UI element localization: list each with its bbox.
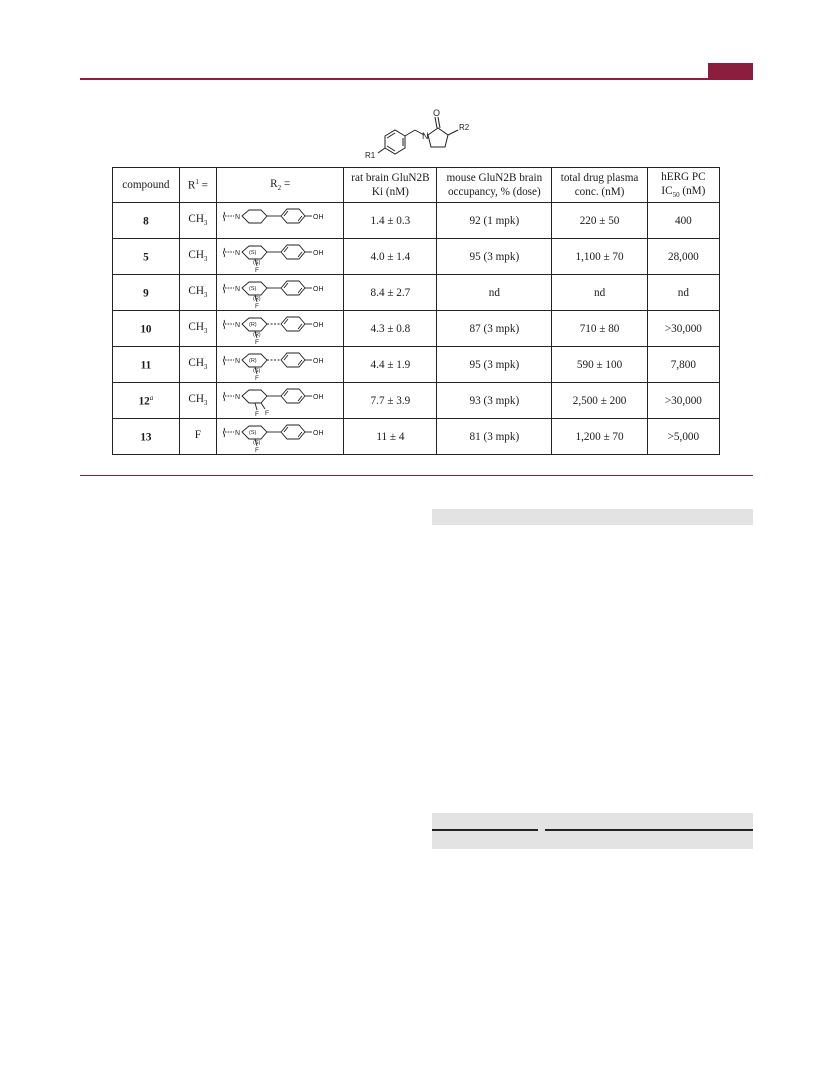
stereo-label-top: (S) [249, 286, 257, 292]
header-herg: hERG PC $IC_{50}$ (nM) [647, 168, 719, 203]
piperidine-n-label: N [235, 394, 241, 401]
compound-cell: 13 [113, 419, 180, 455]
stereo-label-bottom: (S) [253, 440, 261, 446]
ki-cell: 1.4 ± 0.3 [344, 203, 437, 239]
compound-cell: 10 [113, 311, 180, 347]
piperidine-n-label: N [235, 322, 241, 329]
scaffold-structure [360, 108, 500, 166]
stereo-label-bottom: (S) [253, 260, 261, 266]
r1-cell: F [179, 419, 216, 455]
r2-structure-cell [216, 347, 344, 383]
r2-substituent-structure [221, 312, 339, 345]
table-row [113, 239, 720, 275]
table-row [113, 347, 720, 383]
header-r2: $R_2$ = [216, 168, 344, 203]
r1-cell: $CH_3$ [179, 239, 216, 275]
r2-substituent-structure [221, 204, 339, 237]
plasma-cell: 1,100 ± 70 [552, 239, 647, 275]
compound-cell: 8 [113, 203, 180, 239]
hydroxyl-label: OH [313, 394, 324, 401]
r2-structure-cell [216, 203, 344, 239]
compound-cell: 9 [113, 275, 180, 311]
fluorine-label: F [255, 267, 260, 273]
occupancy-cell: 95 (3 mpk) [437, 239, 552, 275]
occupancy-cell: 87 (3 mpk) [437, 311, 552, 347]
hydroxyl-label: OH [313, 250, 324, 257]
scaffold-n-label: N [422, 131, 429, 141]
herg-cell: >30,000 [647, 311, 719, 347]
fluorine-label: F [255, 303, 260, 309]
dark-rule-right [545, 829, 753, 831]
stereo-label-bottom: (R) [253, 332, 261, 338]
compound-cell: 11 [113, 347, 180, 383]
compound-cell: 5 [113, 239, 180, 275]
scaffold-r1-label: R1 [365, 151, 376, 160]
table-row [113, 203, 720, 239]
occupancy-cell: 93 (3 mpk) [437, 383, 552, 419]
r2-structure-cell [216, 311, 344, 347]
sar-table [112, 167, 720, 455]
plasma-cell: 590 ± 100 [552, 347, 647, 383]
herg-cell: 28,000 [647, 239, 719, 275]
herg-cell: nd [647, 275, 719, 311]
scaffold-o-label: O [433, 108, 441, 118]
r2-structure-cell [216, 383, 344, 419]
ki-cell: 11 ± 4 [344, 419, 437, 455]
scaffold-r2-label: R2 [459, 123, 470, 132]
section-rule [80, 475, 753, 476]
ki-cell: 7.7 ± 3.9 [344, 383, 437, 419]
r1-cell: $CH_3$ [179, 383, 216, 419]
piperidine-n-label: N [235, 250, 241, 257]
stereo-label-top: (S) [249, 430, 257, 436]
r1-cell: $CH_3$ [179, 347, 216, 383]
piperidine-n-label: N [235, 430, 241, 437]
stereo-label-bottom: (S) [253, 368, 261, 374]
hydroxyl-label: OH [313, 214, 324, 221]
herg-cell: 400 [647, 203, 719, 239]
dark-rule-left [432, 829, 538, 831]
r2-substituent-structure [221, 276, 339, 309]
fluorine-label: F [255, 339, 260, 345]
fluorine-label: F [255, 375, 260, 381]
stereo-label-top: (R) [249, 358, 257, 364]
hydroxyl-label: OH [313, 430, 324, 437]
fluorine-label: F [255, 447, 260, 453]
occupancy-cell: nd [437, 275, 552, 311]
ki-cell: 4.3 ± 0.8 [344, 311, 437, 347]
occupancy-cell: 81 (3 mpk) [437, 419, 552, 455]
r1-cell: $CH_3$ [179, 311, 216, 347]
plasma-cell: 1,200 ± 70 [552, 419, 647, 455]
table-row [113, 275, 720, 311]
herg-cell: >5,000 [647, 419, 719, 455]
hydroxyl-label: OH [313, 286, 324, 293]
header-compound: compound [113, 168, 180, 203]
piperidine-n-label: N [235, 286, 241, 293]
fluorine-label-2: F [265, 410, 270, 417]
stereo-label-top: (R) [249, 322, 257, 328]
piperidine-n-label: N [235, 358, 241, 365]
plasma-cell: nd [552, 275, 647, 311]
fluorine-label: F [255, 411, 260, 417]
r1-cell: $CH_3$ [179, 203, 216, 239]
r2-substituent-structure [221, 384, 339, 417]
r1-cell: $CH_3$ [179, 275, 216, 311]
hydroxyl-label: OH [313, 358, 324, 365]
table-row [113, 419, 720, 455]
ki-cell: 8.4 ± 2.7 [344, 275, 437, 311]
plasma-cell: 2,500 ± 200 [552, 383, 647, 419]
r2-substituent-structure [221, 420, 339, 453]
table-header-row [113, 168, 720, 203]
gray-band-bottom [432, 813, 753, 849]
header-ki: rat brain GluN2B Ki (nM) [344, 168, 437, 203]
header-plasma: total drug plasma conc. (nM) [552, 168, 647, 203]
herg-cell: 7,800 [647, 347, 719, 383]
stereo-label-bottom: (R) [253, 296, 261, 302]
occupancy-cell: 95 (3 mpk) [437, 347, 552, 383]
hydroxyl-label: OH [313, 322, 324, 329]
herg-cell: >30,000 [647, 383, 719, 419]
compound-cell: 12$^a$ [113, 383, 180, 419]
stereo-label-top: (S) [249, 250, 257, 256]
gray-band-top [432, 509, 753, 525]
occupancy-cell: 92 (1 mpk) [437, 203, 552, 239]
r2-substituent-structure [221, 348, 339, 381]
header-r1: $R^1$ = [179, 168, 216, 203]
plasma-cell: 710 ± 80 [552, 311, 647, 347]
plasma-cell: 220 ± 50 [552, 203, 647, 239]
piperidine-n-label: N [235, 214, 241, 221]
r2-structure-cell [216, 419, 344, 455]
table-row [113, 383, 720, 419]
header-rule [80, 78, 753, 80]
header-occupancy: mouse GluN2B brain occupancy, % (dose) [437, 168, 552, 203]
table-body [113, 203, 720, 455]
ki-cell: 4.4 ± 1.9 [344, 347, 437, 383]
table-row [113, 311, 720, 347]
ki-cell: 4.0 ± 1.4 [344, 239, 437, 275]
header-tab [708, 63, 753, 78]
r2-substituent-structure [221, 240, 339, 273]
r2-structure-cell [216, 275, 344, 311]
r2-structure-cell [216, 239, 344, 275]
